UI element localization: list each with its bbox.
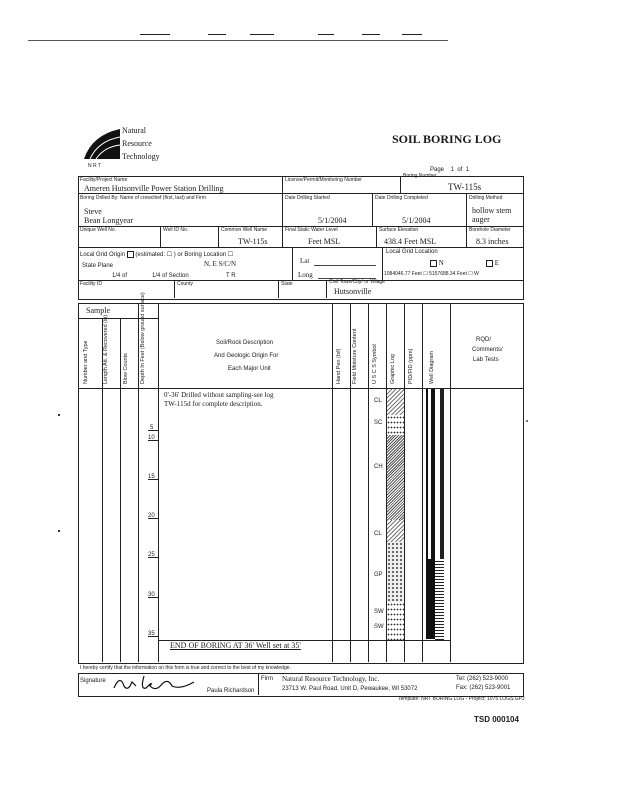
signer-name: Paula Richardson (207, 688, 255, 694)
date-completed-label: Date Drilling Completed (375, 195, 428, 201)
certify-statement: I hereby certify that the information on this form is true and correct to the best of my knowledge. (80, 665, 291, 671)
scan-artifact-line (318, 34, 334, 35)
col-divider (422, 303, 423, 662)
facility-value: Ameren Hutsonville Power Station Drilling (84, 184, 224, 193)
graphic-log-cl-lower (387, 520, 404, 542)
page-label: Page (430, 167, 445, 173)
well-id-label: Well ID No. (163, 227, 189, 233)
bates-number: TSD 000104 (474, 715, 519, 724)
col-pid: PID/FID (ppm) (408, 348, 414, 384)
method-value-1: hollow stem (472, 206, 512, 215)
template-note: Template: NRT BORING LOG - Project: 1075 LOGS.GPJ (398, 696, 525, 702)
handwritten-signature-icon (110, 672, 200, 694)
col-divider (332, 303, 333, 662)
col-length: Length Att. & Recovered (in) (103, 314, 109, 384)
local-grid-origin-label: Local Grid Origin (80, 252, 126, 259)
col-rqd-3: Lab Tests (473, 357, 499, 363)
well-seal (440, 389, 444, 559)
surface-elev-label: Surface Elevation (379, 227, 419, 233)
common-well-value: TW-115s (238, 237, 268, 246)
col-divider (282, 226, 283, 247)
col-rqd-1: RQD/ (476, 337, 491, 343)
n-label: N (438, 259, 444, 268)
company-logo (84, 125, 120, 159)
long-label: Long (298, 271, 313, 279)
col-description-2: And Geologic Origin For (214, 353, 279, 359)
uscs-symbol: CH (374, 464, 383, 470)
drilled-by-label: Boring Drilled By: Name of crewchief (first, last) and Firm (80, 195, 206, 201)
state-plane-label: State Plane (82, 263, 114, 269)
col-divider (376, 226, 377, 247)
uscs-symbol: SC (374, 420, 383, 426)
method-label: Drilling Method (469, 195, 503, 201)
north-checkbox[interactable] (430, 260, 437, 267)
col-number-type: Number and Type (83, 340, 89, 384)
section-label: 1/4 of Section (152, 273, 189, 279)
date-started-value: 5/1/2004 (318, 216, 347, 225)
col-description-3: Each Major Unit (228, 366, 271, 372)
scan-artifact-line (250, 34, 274, 35)
col-divider (450, 303, 451, 662)
scan-artifact-line (362, 34, 380, 35)
col-divider (350, 303, 351, 662)
log-description-1: 0'-36' Drilled without sampling-see log (164, 391, 274, 399)
col-divider (368, 303, 369, 662)
col-divider (278, 280, 279, 298)
borehole-diam-value: 8.3 inches (476, 237, 509, 246)
page-of: of (457, 167, 463, 173)
depth-label-10: 10 (148, 435, 155, 441)
col-divider (158, 303, 159, 662)
col-moisture: Field Moisture Content (352, 328, 358, 384)
col-graphic-log: Graphic Log (390, 354, 396, 384)
firm-address: 23713 W. Paul Road, Unit D, Pewaukee, WI 53072 (282, 686, 418, 692)
col-uscs: U S C S Symbol (372, 344, 378, 384)
row-divider (78, 280, 523, 281)
logo-mark-icon (84, 125, 120, 159)
col-divider (120, 318, 121, 662)
license-label: License/Permit/Monitoring Number (285, 177, 362, 183)
col-rqd-2: Comments/ (472, 347, 503, 353)
local-grid-location-label: Local Grid Location (386, 249, 438, 255)
signature-image (110, 672, 200, 694)
town-label: Civil Town/City/ or Village (329, 279, 385, 285)
county-label: County (177, 281, 193, 287)
col-divider (218, 226, 219, 247)
coords-value: 1084046.77 Feet ☐ 5157688.34 Feet ☐ W (384, 271, 479, 277)
scan-artifact-line (28, 40, 448, 41)
quarter-label: 1/4 of (112, 273, 128, 279)
col-divider (466, 193, 467, 247)
unique-well-label: Unique Well No. (80, 227, 117, 233)
e-label: E (494, 259, 500, 268)
col-divider (282, 176, 283, 226)
boring-number-label: Boring Number (403, 173, 437, 179)
town-value: Hutsonville (334, 287, 372, 296)
col-divider (382, 247, 383, 280)
row-divider (78, 247, 523, 248)
col-sample: Sample (86, 306, 110, 315)
col-well-diagram: Well Diagram (429, 351, 435, 384)
col-hand-pen: Hand Pen (tsf) (336, 348, 342, 384)
ne-value: N, E S/C/N (204, 260, 237, 268)
graphic-log-cl-upper (387, 389, 404, 415)
lat-underline (314, 265, 376, 266)
col-divider (326, 280, 327, 298)
surface-elev-value: 438.4 Feet MSL (384, 237, 437, 246)
row-divider (78, 193, 523, 194)
uscs-symbol: CL (374, 531, 382, 537)
uscs-symbol: CL (374, 398, 382, 404)
footer-divider (258, 673, 259, 695)
page-total: 1 (465, 167, 470, 173)
borehole-diam-label: Borehole Diameter (469, 227, 511, 233)
state-label: State (281, 281, 293, 287)
col-divider (400, 176, 401, 193)
col-divider (138, 303, 139, 662)
depth-label-5: 5 (150, 425, 154, 431)
facility-label: Facility/Project Name (80, 177, 128, 183)
graphic-log-sc (387, 415, 404, 435)
end-of-boring-note: END OF BORING AT 36' Well set at 35' (170, 641, 301, 650)
well-casing-inner (428, 389, 431, 559)
scan-speck (526, 420, 528, 422)
east-option (486, 260, 499, 267)
col-description-1: Soil/Rock Description (216, 340, 274, 346)
depth-label-25: 25 (148, 552, 155, 558)
well-filter-pack (435, 560, 444, 640)
log-description-2: TW-115d for complete description. (164, 400, 263, 408)
page-title: SOIL BORING LOG (392, 132, 502, 146)
static-water-label: Final Static Water Level (285, 227, 338, 233)
col-blow-counts: Blow Counts (123, 353, 129, 384)
col-divider (292, 247, 293, 280)
method-value-2: auger (472, 215, 490, 224)
static-water-value: Feet MSL (308, 237, 341, 246)
col-divider (174, 280, 175, 298)
tr-label: T R (226, 273, 236, 279)
uscs-symbol: SW (374, 609, 384, 615)
logo-line-1: Natural (122, 126, 146, 135)
north-option (430, 260, 444, 267)
lat-label: Lat (300, 257, 310, 265)
col-divider (404, 303, 405, 662)
firm-fax: Fax: (262) 523-9001 (456, 685, 511, 691)
local-grid-origin (80, 251, 233, 258)
signature-label: Signature (80, 678, 106, 684)
col-divider (160, 226, 161, 247)
scan-speck (58, 414, 60, 416)
graphic-log-sw (387, 602, 404, 640)
scan-artifact-line (402, 34, 422, 35)
col-divider (372, 193, 373, 226)
logo-line-3: Technology (122, 152, 160, 161)
firm-tel: Tel: (262) 523-9000 (456, 676, 509, 682)
graphic-log-gp (387, 542, 404, 602)
page-num: 1 (450, 167, 455, 173)
scan-artifact-line (208, 34, 226, 35)
logo-line-2: Resource (122, 139, 152, 148)
facility-id-label: Facility ID (80, 281, 102, 287)
depth-label-20: 20 (148, 513, 155, 519)
firm-label: Firm (261, 676, 273, 682)
graphic-log-ch (387, 435, 404, 520)
drilled-by-value-2: Bean Longyear (84, 216, 134, 225)
logo-initials: N R T (88, 163, 101, 169)
depth-label-15: 15 (148, 474, 155, 480)
scan-speck (58, 530, 60, 532)
depth-label-35: 35 (148, 631, 155, 637)
boring-number-value: TW-115s (448, 182, 482, 192)
depth-label-30: 30 (148, 592, 155, 598)
common-well-label: Common Well Name (221, 227, 268, 233)
drilled-by-value-1: Steve (84, 207, 102, 216)
uscs-symbol: GP (374, 572, 383, 578)
date-completed-value: 5/1/2004 (402, 216, 431, 225)
scan-artifact-line (140, 34, 170, 35)
firm-name: Natural Resource Technology, Inc. (282, 675, 380, 683)
table-header-divider (78, 388, 523, 389)
date-started-label: Date Drilling Started (285, 195, 330, 201)
estimated-label: (estimated: ☐ ) or Boring Location ☐ (135, 252, 234, 259)
origin-checkbox[interactable] (127, 251, 134, 258)
east-checkbox[interactable] (486, 260, 493, 267)
col-depth: Depth In Feet (Below ground surface) (140, 292, 146, 384)
uscs-symbol: SW (374, 624, 384, 630)
